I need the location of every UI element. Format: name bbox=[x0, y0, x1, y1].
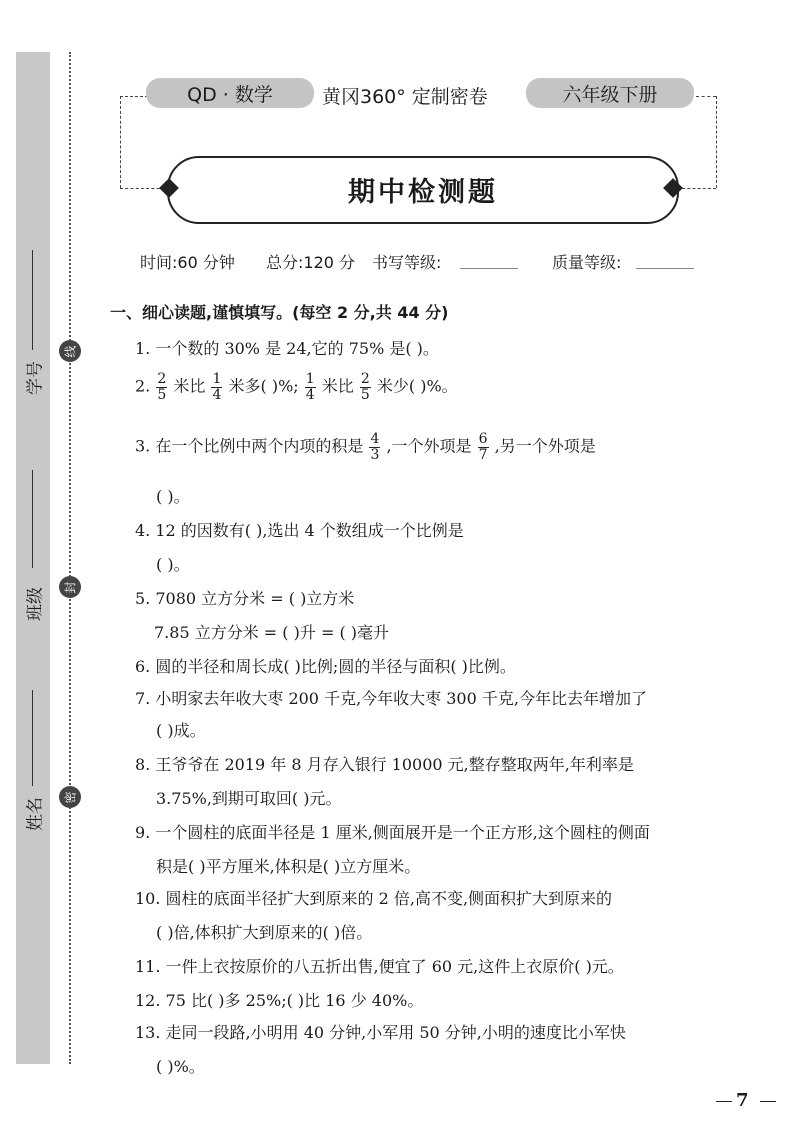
cut-dotted-line bbox=[69, 52, 71, 1064]
seal-line-mark: 线 bbox=[59, 340, 81, 362]
question-13-line-2: ( )%。 bbox=[156, 1057, 205, 1076]
fraction: $\frac{2}{5}$ bbox=[157, 371, 167, 403]
question-6: 6. 圆的半径和周长成( )比例;圆的半径与面积( )比例。 bbox=[135, 657, 516, 676]
writing-grade-label: 书写等级: bbox=[372, 253, 442, 272]
page-title: 期中检测题 bbox=[348, 177, 498, 208]
header-vdash-right bbox=[716, 96, 717, 188]
question-12: 12. 75 比( )多 25%;( )比 16 少 40%。 bbox=[135, 991, 424, 1010]
question-4: 4. 12 的因数有( ),选出 4 个数组成一个比例是 bbox=[135, 521, 464, 540]
brand-text: 黄冈360° 定制密卷 bbox=[322, 86, 488, 108]
question-10-line-2: ( )倍,体积扩大到原来的( )倍。 bbox=[156, 923, 373, 942]
question-13: 13. 走同一段路,小明用 40 分钟,小军用 50 分钟,小明的速度比小军快 bbox=[135, 1023, 626, 1042]
question-4-line-2: ( )。 bbox=[156, 555, 190, 574]
fraction: $\frac{1}{4}$ bbox=[212, 371, 222, 403]
writing-grade-blank[interactable] bbox=[460, 268, 518, 269]
question-3: 3. 在一个比例中两个内项的积是 $\frac{4}{3}$ ,一个外项是 $\frac{6}{7}$ ,另一个外项是 bbox=[135, 431, 596, 463]
page-number: 7 bbox=[736, 1090, 749, 1111]
header-vdash-left bbox=[120, 96, 121, 188]
total-score-info: 总分:120 分 bbox=[266, 253, 356, 272]
fraction: $\frac{2}{5}$ bbox=[360, 371, 370, 403]
seal-mi-mark: 密 bbox=[59, 786, 81, 808]
question-9: 9. 一个圆柱的底面半径是 1 厘米,侧面展开是一个正方形,这个圆柱的侧面 bbox=[135, 823, 650, 842]
question-5: 5. 7080 立方分米 = ( )立方米 bbox=[135, 589, 355, 608]
question-7: 7. 小明家去年收大枣 200 千克,今年收大枣 300 千克,今年比去年增加了 bbox=[135, 689, 647, 708]
question-7-line-2: ( )成。 bbox=[156, 721, 206, 740]
question-3-line-2: ( )。 bbox=[156, 487, 190, 506]
question-8-line-2: 3.75%,到期可取回( )元。 bbox=[156, 789, 342, 808]
quality-grade-blank[interactable] bbox=[636, 268, 694, 269]
question-9-line-2: 积是( )平方厘米,体积是( )立方厘米。 bbox=[156, 857, 421, 876]
header-dash-left bbox=[120, 96, 148, 97]
question-11: 11. 一件上衣按原价的八五折出售,便宜了 60 元,这件上衣原价( )元。 bbox=[135, 957, 624, 976]
page-number-dash-right bbox=[760, 1101, 776, 1102]
binding-sidebar bbox=[16, 52, 50, 1064]
question-5-line-2: 7.85 立方分米 = ( )升 = ( )毫升 bbox=[154, 623, 390, 642]
class-label: 班级 bbox=[25, 587, 46, 621]
seal-feng-mark: 封 bbox=[59, 576, 81, 598]
question-10: 10. 圆柱的底面半径扩大到原来的 2 倍,高不变,侧面积扩大到原来的 bbox=[135, 889, 613, 908]
student-no-line bbox=[32, 250, 33, 350]
fraction: $\frac{6}{7}$ bbox=[478, 431, 488, 463]
student-no-label: 学号 bbox=[25, 361, 46, 395]
title-banner bbox=[167, 156, 679, 224]
page-number-dash-left bbox=[716, 1101, 732, 1102]
name-label: 姓名 bbox=[25, 797, 46, 831]
name-line bbox=[32, 690, 33, 786]
fraction: $\frac{4}{3}$ bbox=[370, 431, 380, 463]
header-dash-right bbox=[696, 96, 716, 97]
question-2: 2. $\frac{2}{5}$ 米比 $\frac{1}{4}$ 米多( )%; $\frac{1}{4}$ 米比 $\frac{2}{5}$ 米少( )%。 bbox=[135, 371, 458, 403]
question-1: 1. 一个数的 30% 是 24,它的 75% 是( )。 bbox=[135, 339, 439, 358]
section-heading: 一、细心读题,谨慎填写。(每空 2 分,共 44 分) bbox=[110, 303, 449, 322]
quality-grade-label: 质量等级: bbox=[552, 253, 622, 272]
class-line bbox=[32, 470, 33, 568]
grade-pill: 六年级下册 bbox=[526, 78, 694, 108]
question-8: 8. 王爷爷在 2019 年 8 月存入银行 10000 元,整存整取两年,年利率是 bbox=[135, 755, 634, 774]
time-info: 时间:60 分钟 bbox=[140, 253, 235, 272]
fraction: $\frac{1}{4}$ bbox=[305, 371, 315, 403]
subject-pill: QD · 数学 bbox=[146, 78, 314, 108]
